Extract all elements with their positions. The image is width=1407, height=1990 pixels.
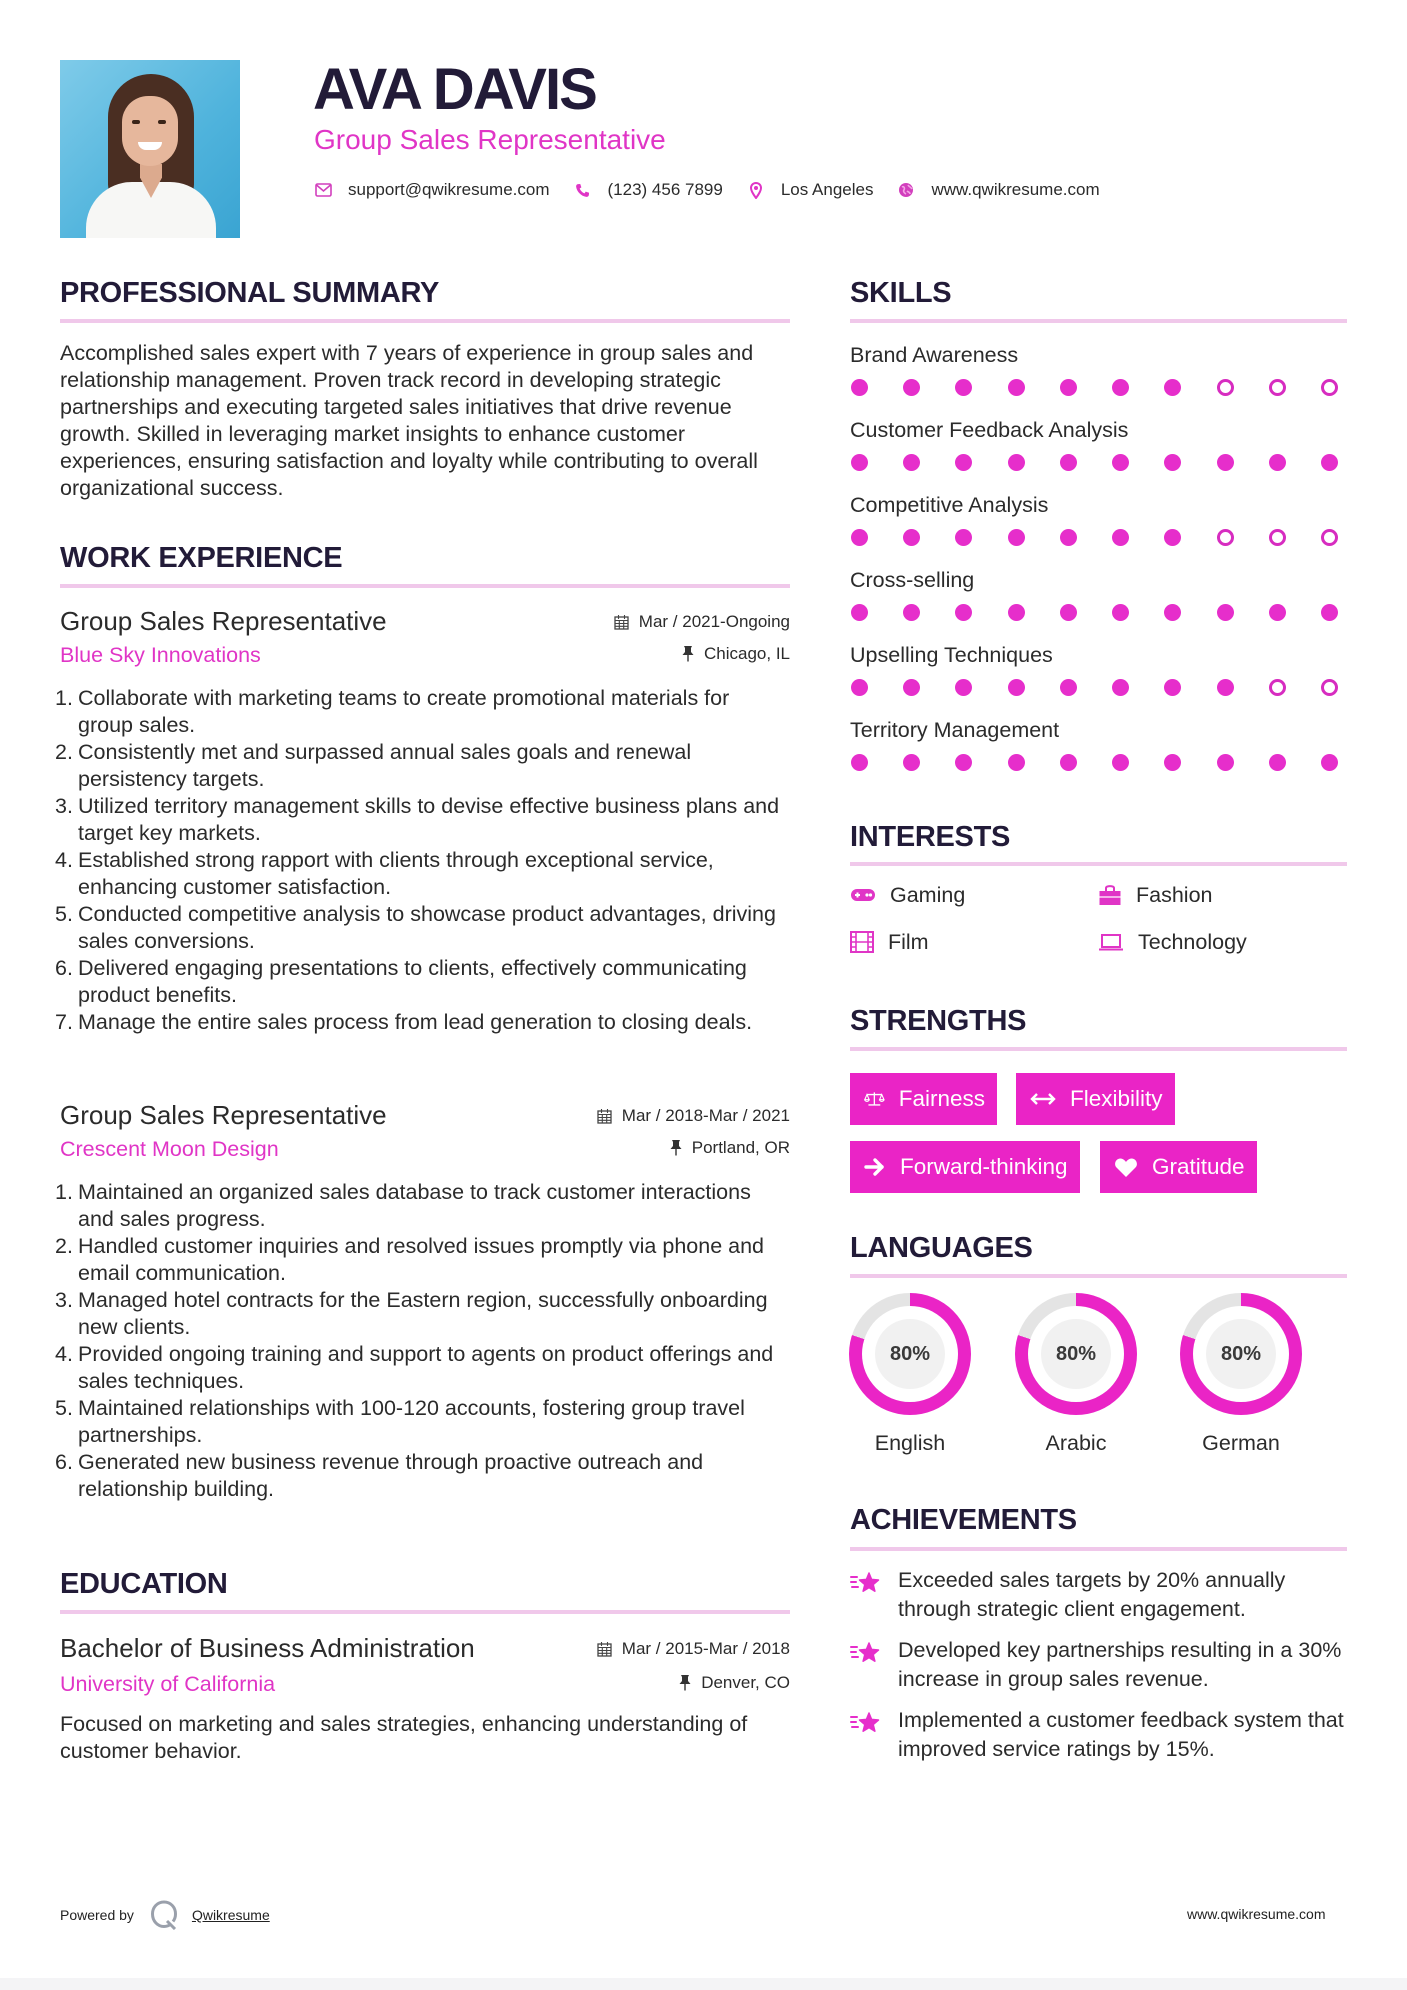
rating-dot-filled bbox=[1008, 754, 1025, 771]
achievement-item: Exceeded sales targets by 20% annually through strategic client engagement. bbox=[850, 1566, 1347, 1623]
rating-dot-filled bbox=[1060, 454, 1077, 471]
rating-dot-filled bbox=[955, 379, 972, 396]
rating-dot-filled bbox=[1217, 454, 1234, 471]
rating-dot-empty bbox=[1321, 529, 1338, 546]
language-progress-ring: 80% bbox=[849, 1293, 971, 1415]
rating-dot-filled bbox=[955, 454, 972, 471]
summary-text: Accomplished sales expert with 7 years of experience in group sales and relationship management. Proven track record in developing strategic partnerships and executing targeted sales initiatives that drive revenue growth. Skilled in leveraging market insights to enhance customer experiences, ensuring satisfaction and loyalty while contributing to overall organizational success. bbox=[60, 341, 758, 500]
skill-item: Cross-selling bbox=[850, 566, 1347, 641]
list-item: 6. Delivered engaging presentations to clients, effectively communicating product benefits. bbox=[55, 956, 747, 1007]
list-item: 2. Consistently met and surpassed annual sales goals and renewal persistency targets. bbox=[55, 740, 692, 791]
globe-icon bbox=[897, 181, 915, 199]
strength-badge-flexibility: Flexibility bbox=[1016, 1073, 1175, 1125]
job-role: Group Sales Representative bbox=[60, 606, 387, 636]
candidate-title: Group Sales Representative bbox=[314, 124, 666, 155]
rating-dot-filled bbox=[1008, 379, 1025, 396]
rating-dot-filled bbox=[1112, 604, 1129, 621]
calendar-icon bbox=[597, 1641, 612, 1657]
rating-dot-filled bbox=[1112, 679, 1129, 696]
contact-row bbox=[314, 177, 1124, 203]
rating-dot-filled bbox=[903, 754, 920, 771]
rating-dot-filled bbox=[1060, 604, 1077, 621]
language-english: 80% English bbox=[849, 1293, 971, 1456]
rating-dot-filled bbox=[955, 754, 972, 771]
envelope-icon bbox=[314, 181, 332, 199]
shooting-star-icon bbox=[850, 1710, 882, 1738]
list-item: 7. Manage the entire sales process from lead generation to closing deals. bbox=[55, 1010, 753, 1034]
job-location: Portland, OR bbox=[670, 1138, 790, 1158]
shooting-star-icon bbox=[850, 1570, 882, 1598]
job-company: Blue Sky Innovations bbox=[60, 643, 261, 667]
rating-dot-filled bbox=[1321, 454, 1338, 471]
rating-dot-filled bbox=[903, 679, 920, 696]
job-role: Group Sales Representative bbox=[60, 1100, 387, 1130]
education-location: Denver, CO bbox=[679, 1673, 790, 1693]
education-description: Focused on marketing and sales strategies, enhancing understanding of customer behavior. bbox=[60, 1712, 748, 1763]
map-pin-icon bbox=[747, 181, 765, 199]
qwikresume-logo-icon bbox=[150, 1900, 178, 1930]
rating-dot-filled bbox=[903, 529, 920, 546]
rating-dot-empty bbox=[1321, 379, 1338, 396]
rating-dot-filled bbox=[851, 379, 868, 396]
list-item: 1. Maintained an organized sales database to track customer interactions and sales progress. bbox=[55, 1180, 751, 1231]
list-item: 3. Utilized territory management skills to devise effective business plans and target key markets. bbox=[55, 794, 780, 845]
contact-location: Los Angeles bbox=[747, 177, 898, 203]
rating-dot-filled bbox=[1060, 754, 1077, 771]
list-item: 5. Maintained relationships with 100-120 accounts, fostering group travel partnerships. bbox=[55, 1396, 745, 1447]
rating-dot-filled bbox=[1164, 454, 1181, 471]
language-arabic: 80% Arabic bbox=[1015, 1293, 1137, 1456]
skills-divider bbox=[850, 319, 1347, 323]
skill-item: Competitive Analysis bbox=[850, 491, 1347, 566]
rating-dot-filled bbox=[1321, 604, 1338, 621]
education-divider bbox=[60, 1610, 790, 1614]
achievement-item: Implemented a customer feedback system that improved service ratings by 15%. bbox=[850, 1706, 1347, 1763]
contact-phone[interactable]: (123) 456 7899 bbox=[574, 177, 747, 203]
skill-item: Upselling Techniques bbox=[850, 641, 1347, 716]
summary-heading: PROFESSIONAL SUMMARY bbox=[60, 277, 440, 309]
laptop-icon bbox=[1098, 932, 1124, 952]
arrow-right-icon bbox=[864, 1157, 886, 1177]
interests-heading: INTERESTS bbox=[850, 821, 1011, 853]
list-item: 5. Conducted competitive analysis to showcase product advantages, driving sales conversions. bbox=[55, 902, 776, 953]
rating-dot-filled bbox=[1164, 529, 1181, 546]
rating-dot-filled bbox=[1164, 379, 1181, 396]
pushpin-icon bbox=[670, 1139, 682, 1156]
shooting-star-icon bbox=[850, 1640, 882, 1668]
rating-dot-filled bbox=[851, 754, 868, 771]
rating-dot-empty bbox=[1321, 679, 1338, 696]
experience-divider bbox=[60, 584, 790, 588]
job-bullets bbox=[55, 1179, 790, 1503]
rating-dot-filled bbox=[1164, 754, 1181, 771]
contact-website[interactable]: www.qwikresume.com bbox=[897, 177, 1123, 203]
pushpin-icon bbox=[682, 645, 694, 662]
shopping-bag-icon bbox=[1098, 884, 1122, 906]
rating-dot-filled bbox=[1269, 454, 1286, 471]
strength-badge-fairness: Fairness bbox=[850, 1073, 997, 1125]
skill-item: Territory Management bbox=[850, 716, 1347, 791]
rating-dot-filled bbox=[1269, 604, 1286, 621]
rating-dot-filled bbox=[1217, 604, 1234, 621]
rating-dot-filled bbox=[1008, 679, 1025, 696]
rating-dot-filled bbox=[1060, 529, 1077, 546]
rating-dot-filled bbox=[903, 454, 920, 471]
experience-heading: WORK EXPERIENCE bbox=[60, 542, 343, 574]
interest-gaming: Gaming bbox=[850, 881, 965, 909]
achievements-heading: ACHIEVEMENTS bbox=[850, 1504, 1077, 1536]
achievements-divider bbox=[850, 1547, 1347, 1551]
rating-dot-filled bbox=[1321, 754, 1338, 771]
rating-dot-filled bbox=[1112, 754, 1129, 771]
strength-badge-forward-thinking: Forward-thinking bbox=[850, 1141, 1080, 1193]
rating-dot-filled bbox=[1269, 754, 1286, 771]
job-entry bbox=[55, 1099, 790, 1503]
strength-badge-gratitude: Gratitude bbox=[1100, 1141, 1257, 1193]
rating-dot-empty bbox=[1217, 379, 1234, 396]
job-bullets bbox=[55, 685, 790, 1036]
skill-rating bbox=[851, 604, 1338, 621]
list-item: 4. Established strong rapport with clients through exceptional service, enhancing customer satisfaction. bbox=[55, 848, 714, 899]
rating-dot-filled bbox=[903, 604, 920, 621]
rating-dot-filled bbox=[1164, 679, 1181, 696]
skill-rating bbox=[851, 454, 1338, 471]
languages-divider bbox=[850, 1274, 1347, 1278]
rating-dot-empty bbox=[1269, 529, 1286, 546]
profile-photo bbox=[60, 60, 240, 238]
rating-dot-filled bbox=[1008, 604, 1025, 621]
list-item: 2. Handled customer inquiries and resolved issues promptly via phone and email communication. bbox=[55, 1234, 764, 1285]
job-dates: Mar / 2021-Ongoing bbox=[614, 612, 790, 632]
rating-dot-filled bbox=[1060, 379, 1077, 396]
film-icon bbox=[850, 931, 874, 953]
job-dates: Mar / 2018-Mar / 2021 bbox=[597, 1106, 790, 1126]
skill-item: Customer Feedback Analysis bbox=[850, 416, 1347, 491]
rating-dot-filled bbox=[955, 604, 972, 621]
calendar-icon bbox=[597, 1108, 612, 1124]
gamepad-icon bbox=[850, 887, 876, 903]
education-heading: EDUCATION bbox=[60, 1568, 228, 1600]
list-item: 6. Generated new business revenue through proactive outreach and relationship building. bbox=[55, 1450, 704, 1501]
rating-dot-filled bbox=[1112, 379, 1129, 396]
rating-dot-empty bbox=[1269, 379, 1286, 396]
job-entry bbox=[55, 605, 790, 1036]
school: University of California bbox=[60, 1672, 276, 1696]
rating-dot-filled bbox=[851, 604, 868, 621]
interest-fashion: Fashion bbox=[1098, 881, 1213, 909]
rating-dot-filled bbox=[851, 529, 868, 546]
skills-heading: SKILLS bbox=[850, 277, 952, 309]
rating-dot-empty bbox=[1217, 529, 1234, 546]
language-progress-ring: 80% bbox=[1180, 1293, 1302, 1415]
candidate-name: AVA DAVIS bbox=[313, 57, 596, 122]
summary-divider bbox=[60, 319, 790, 323]
rating-dot-filled bbox=[1112, 529, 1129, 546]
rating-dot-filled bbox=[1112, 454, 1129, 471]
rating-dot-filled bbox=[1217, 754, 1234, 771]
interests-divider bbox=[850, 862, 1347, 866]
rating-dot-filled bbox=[903, 379, 920, 396]
education-dates: Mar / 2015-Mar / 2018 bbox=[597, 1639, 790, 1659]
interest-technology: Technology bbox=[1098, 928, 1247, 956]
rating-dot-filled bbox=[1164, 604, 1181, 621]
achievement-item: Developed key partnerships resulting in a 30% increase in group sales revenue. bbox=[850, 1636, 1347, 1693]
job-company: Crescent Moon Design bbox=[60, 1137, 279, 1161]
language-german: 80% German bbox=[1180, 1293, 1302, 1456]
language-progress-ring: 80% bbox=[1015, 1293, 1137, 1415]
qwikresume-link[interactable]: Qwikresume bbox=[191, 1907, 270, 1923]
heart-icon bbox=[1114, 1157, 1138, 1178]
interest-film: Film bbox=[850, 928, 929, 956]
rating-dot-filled bbox=[1008, 454, 1025, 471]
education-entry bbox=[60, 1632, 790, 1765]
strengths-heading: STRENGTHS bbox=[850, 1005, 1027, 1037]
degree: Bachelor of Business Administration bbox=[60, 1633, 475, 1663]
pushpin-icon bbox=[679, 1674, 691, 1691]
rating-dot-filled bbox=[955, 679, 972, 696]
arrows-horizontal-icon bbox=[1030, 1092, 1056, 1106]
phone-icon bbox=[574, 181, 592, 199]
list-item: 4. Provided ongoing training and support to agents on product offerings and sales techniques. bbox=[55, 1342, 774, 1393]
rating-dot-empty bbox=[1269, 679, 1286, 696]
list-item: 3. Managed hotel contracts for the Eastern region, successfully onboarding new clients. bbox=[55, 1288, 768, 1339]
list-item: 1. Collaborate with marketing teams to create promotional materials for group sales. bbox=[55, 686, 730, 737]
scale-icon bbox=[864, 1088, 885, 1110]
skill-rating bbox=[851, 529, 1338, 546]
calendar-icon bbox=[614, 614, 629, 630]
rating-dot-filled bbox=[1008, 529, 1025, 546]
skill-rating bbox=[851, 679, 1338, 696]
strengths-divider bbox=[850, 1047, 1347, 1051]
skill-rating bbox=[851, 754, 1338, 771]
contact-email[interactable]: support@qwikresume.com bbox=[314, 177, 574, 203]
rating-dot-filled bbox=[851, 454, 868, 471]
footer-powered-by: Powered by Qwikresume bbox=[60, 1900, 270, 1930]
skill-rating bbox=[851, 379, 1338, 396]
rating-dot-filled bbox=[1060, 679, 1077, 696]
skill-item: Brand Awareness bbox=[850, 341, 1347, 416]
page-bottom-edge bbox=[0, 1978, 1407, 1990]
job-location: Chicago, IL bbox=[682, 644, 790, 664]
footer-website[interactable]: www.qwikresume.com bbox=[1187, 1906, 1326, 1922]
languages-heading: LANGUAGES bbox=[850, 1232, 1033, 1264]
rating-dot-filled bbox=[1217, 679, 1234, 696]
rating-dot-filled bbox=[851, 679, 868, 696]
rating-dot-filled bbox=[955, 529, 972, 546]
skill-list bbox=[850, 341, 1347, 791]
